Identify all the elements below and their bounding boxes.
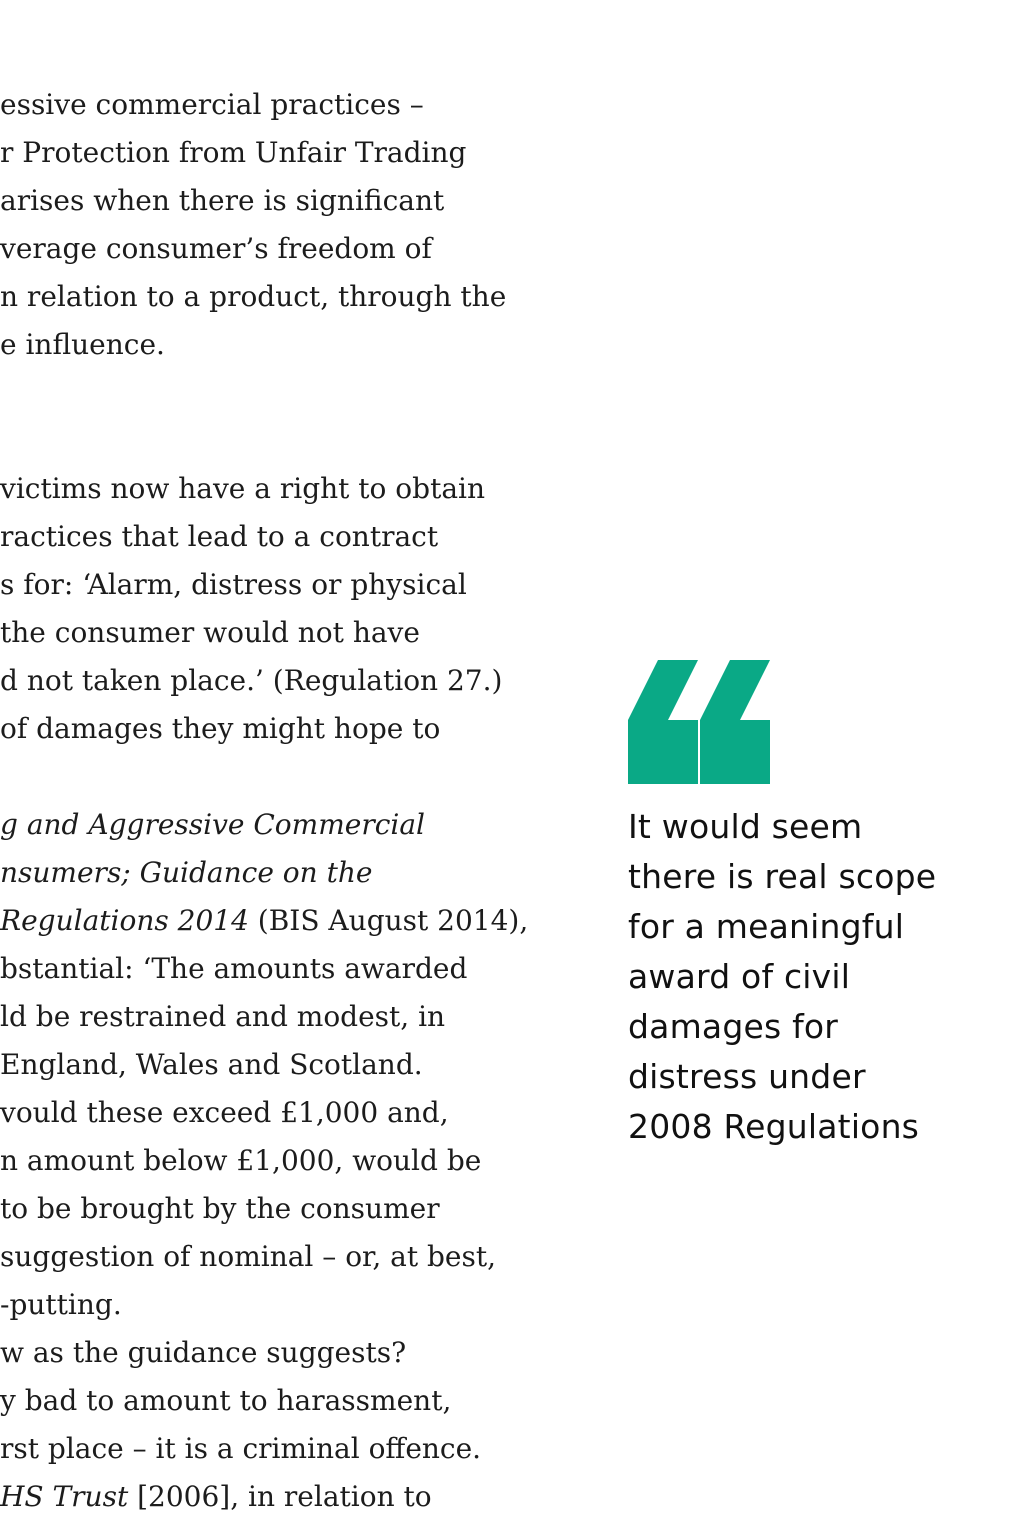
- body-text-line: of damages they might hope to: [0, 712, 441, 745]
- body-text-run: [2006], in relation to: [128, 1480, 432, 1513]
- italic-title-text: g and Aggressive Commercial: [0, 808, 426, 841]
- body-text-line: essive commercial practices –: [0, 88, 424, 121]
- pull-quote-line: award of civil: [628, 957, 851, 996]
- pull-quote-line: there is real scope: [628, 857, 937, 896]
- body-text-line: [0, 805, 425, 845]
- quote-mark-icon: [628, 660, 770, 784]
- body-text-line: ld be restrained and modest, in: [0, 1000, 446, 1033]
- body-text-line: the consumer would not have: [0, 616, 420, 649]
- body-text-line: suggestion of nominal – or, at best,: [0, 1240, 497, 1273]
- body-text-line: [0, 853, 372, 893]
- pull-quote-line: It would seem: [628, 807, 863, 846]
- body-text-line: to be brought by the consumer: [0, 1192, 440, 1225]
- pull-quote-text: [628, 802, 988, 1152]
- body-text-line: victims now have a right to obtain: [0, 472, 486, 505]
- body-text-line: d not taken place.’ (Regulation 27.): [0, 664, 503, 697]
- body-text-line: bstantial: ‘The amounts awarded: [0, 952, 468, 985]
- body-text-line: England, Wales and Scotland.: [0, 1048, 423, 1081]
- body-text-run: (BIS August 2014),: [248, 904, 529, 937]
- body-text-line: -putting.: [0, 1288, 122, 1321]
- pull-quote-line: damages for: [628, 1007, 839, 1046]
- body-text-line: vould these exceed £1,000 and,: [0, 1096, 449, 1129]
- body-text-line: n relation to a product, through the: [0, 280, 507, 313]
- body-text-line: w as the guidance suggests?: [0, 1336, 407, 1369]
- pull-quote-line: 2008 Regulations: [628, 1107, 920, 1146]
- body-text-line: rst place – it is a criminal offence.: [0, 1432, 482, 1465]
- body-text-line: arises when there is significant: [0, 184, 445, 217]
- body-text-line: verage consumer’s freedom of: [0, 232, 432, 265]
- body-text-line: n amount below £1,000, would be: [0, 1144, 482, 1177]
- italic-title-text: nsumers; Guidance on the: [0, 856, 373, 889]
- pull-quote-line: for a meaningful: [628, 907, 905, 946]
- body-text-line: s for: ‘Alarm, distress or physical: [0, 568, 467, 601]
- body-text-line: e influence.: [0, 328, 165, 361]
- italic-title-text: HS Trust: [0, 1480, 129, 1513]
- pull-quote-line: distress under: [628, 1057, 866, 1096]
- body-text-line: [0, 901, 528, 941]
- italic-title-text: Regulations 2014: [0, 904, 249, 937]
- pull-quote: [628, 660, 988, 1152]
- body-text-line: r Protection from Unfair Trading: [0, 136, 467, 169]
- body-text-line: y bad to amount to harassment,: [0, 1384, 452, 1417]
- body-text-line: ractices that lead to a contract: [0, 520, 439, 553]
- body-text-line: [0, 1477, 432, 1517]
